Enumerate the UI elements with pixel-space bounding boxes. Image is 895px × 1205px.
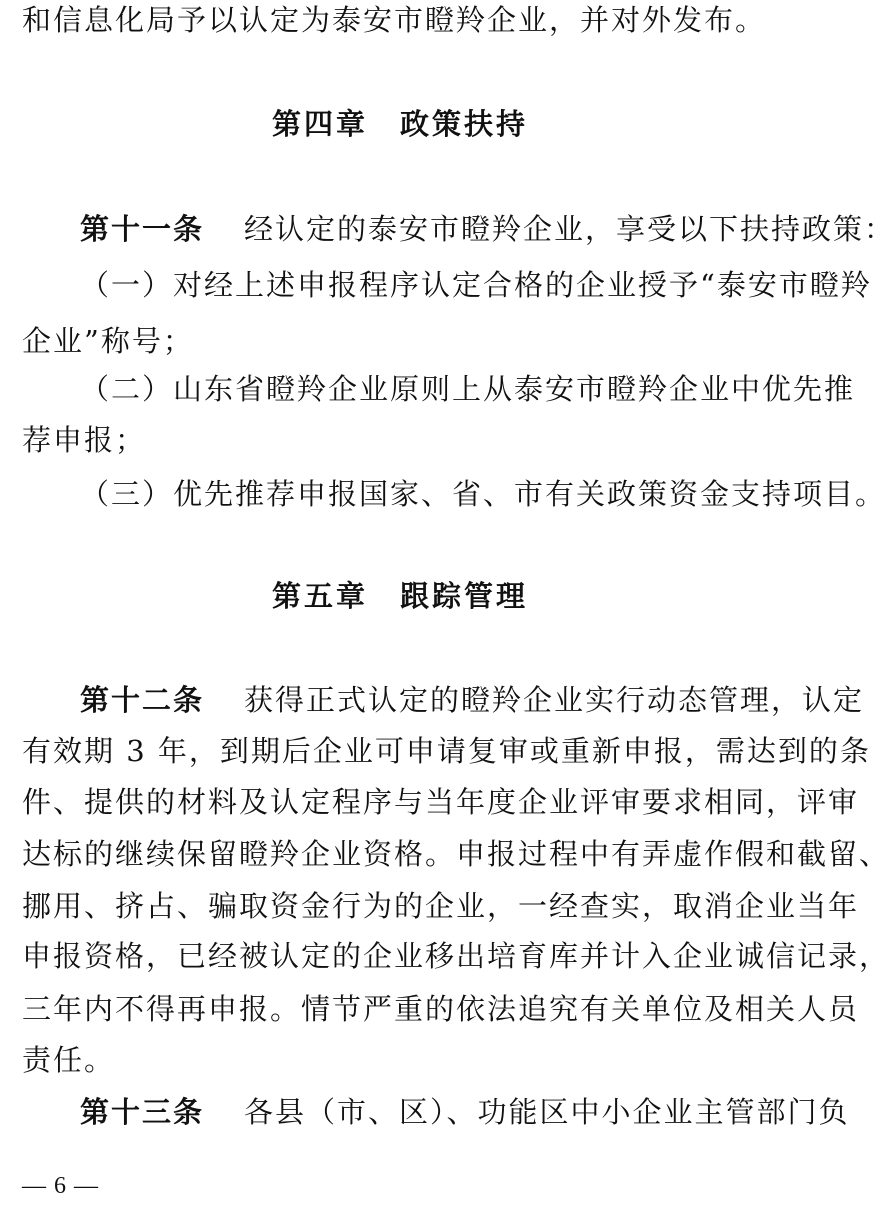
text-line: 和信息化局予以认定为泰安市瞪羚企业，并对外发布。: [22, 3, 767, 37]
chapter-heading: 第四章 政策扶持: [271, 107, 528, 141]
text-line: （三）优先推荐申报国家、省、市有关政策资金支持项目。: [80, 477, 887, 511]
text-line: 达标的继续保留瞪羚企业资格。申报过程中有弄虚作假和截留、: [22, 837, 891, 871]
text-line: 荐申报；: [22, 423, 147, 457]
page-number: — 6 —: [22, 1173, 99, 1199]
chapter-heading: 第五章 跟踪管理: [271, 579, 528, 613]
text-line: 企业”称号；: [22, 324, 194, 358]
text-line: 有效期 3 年，到期后企业可申请复审或重新申报，需达到的条: [22, 734, 871, 768]
article-label: 第十三条: [80, 1095, 205, 1129]
text-line: 件、提供的材料及认定程序与当年度企业评审要求相同，评审: [22, 785, 860, 819]
text-line: 三年内不得再申报。情节严重的依法追究有关单位及相关人员: [22, 992, 860, 1026]
article-text: 各县（市、区）、功能区中小企业主管部门负: [244, 1095, 850, 1129]
text-line: （二）山东省瞪羚企业原则上从泰安市瞪羚企业中优先推: [80, 372, 856, 406]
article-text: 获得正式认定的瞪羚企业实行动态管理，认定: [244, 683, 865, 717]
text-line: 责任。: [22, 1043, 116, 1077]
article-line: [0, 209, 895, 249]
text-line: 申报资格，已经被认定的企业移出培育库并计入企业诚信记录，: [22, 939, 891, 973]
article-line: [0, 1092, 850, 1132]
text-line: （一）对经上述申报程序认定合格的企业授予“泰安市瞪羚: [80, 268, 872, 302]
article-text: 经认定的泰安市瞪羚企业，享受以下扶持政策：: [244, 212, 895, 246]
text-line: 挪用、挤占、骗取资金行为的企业，一经查实，取消企业当年: [22, 889, 860, 923]
article-label: 第十二条: [80, 683, 205, 717]
article-label: 第十一条: [80, 212, 205, 246]
article-line: [0, 680, 865, 720]
